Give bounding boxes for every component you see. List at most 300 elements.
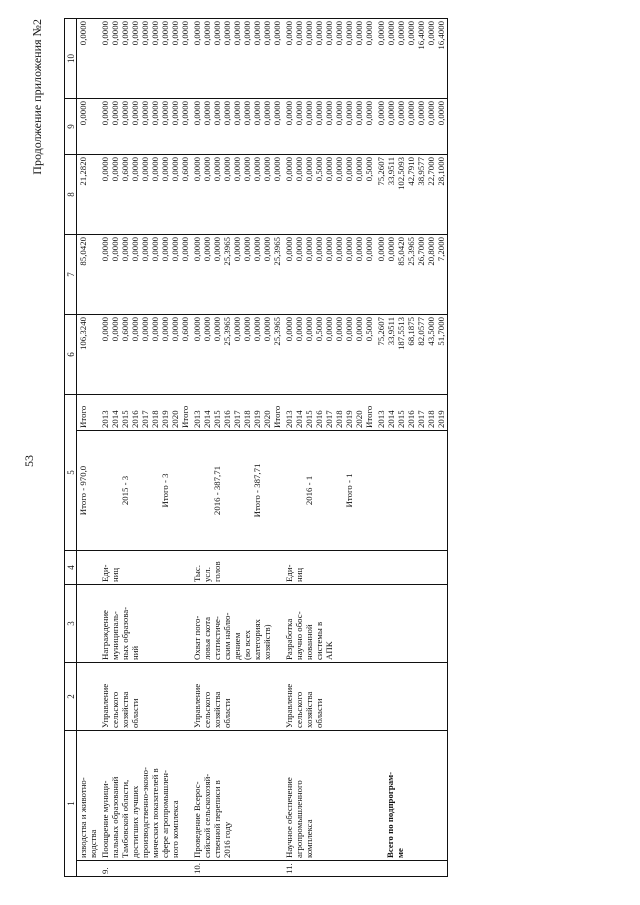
value: 0,0000 [202, 101, 212, 126]
rotated-page [20, 7, 620, 897]
value-cell [375, 99, 448, 155]
value: 0,0000 [294, 101, 304, 126]
target-value: 2016 - 1 [304, 475, 314, 506]
value: 0,0000 [150, 21, 160, 46]
indicator-cell [375, 585, 448, 663]
value: 0,0000 [334, 101, 344, 126]
description-line: Тамбовской области, [120, 779, 130, 858]
value-cell [99, 155, 191, 235]
value: 0,0000 [192, 317, 202, 342]
unit-line: Еди- [100, 564, 110, 582]
executor-cell [77, 663, 100, 731]
column-header: 10 [65, 19, 77, 99]
unit-line: Еди- [284, 564, 294, 582]
row-number-cell: 10. [191, 861, 283, 877]
value-cell [191, 19, 283, 99]
value: 0,0000 [222, 21, 232, 46]
value: 0,5000 [364, 157, 374, 182]
value: 0,6000 [120, 317, 130, 342]
value: 0,0000 [160, 237, 170, 262]
year-label: 2017 [416, 410, 426, 428]
value: 0,0000 [232, 21, 242, 46]
column-header: 9 [65, 99, 77, 155]
value: 0,0000 [160, 157, 170, 182]
value: 0,0000 [344, 21, 354, 46]
description-line: ного комплекса [170, 800, 180, 858]
value: 0,0000 [314, 101, 324, 126]
value: 0,0000 [100, 21, 110, 46]
table-row [375, 19, 448, 877]
value: 0,0000 [284, 237, 294, 262]
value: 0,0000 [284, 157, 294, 182]
value: 0,0000 [242, 317, 252, 342]
value: 0,0000 [110, 317, 120, 342]
target-total: Итого - 1 [344, 473, 354, 508]
description-line: Проведение Всерос- [192, 781, 202, 858]
description-line: мических показателей в [150, 768, 160, 858]
executor-line: хозяйства [212, 691, 222, 728]
year-cell [99, 395, 191, 431]
value: 0,0000 [160, 21, 170, 46]
indicator-line: хозяйств) [262, 624, 272, 660]
value: 33,9511 [386, 157, 396, 186]
executor-line: хозяйства [304, 691, 314, 728]
executor-line: сельского [202, 691, 212, 728]
value: 0,6000 [120, 157, 130, 182]
row-number-cell [77, 861, 100, 877]
page-number: 53 [22, 455, 36, 467]
value: 0,0000 [386, 237, 396, 262]
value: 0,0000 [272, 21, 282, 46]
year-label: 2013 [100, 410, 110, 428]
value: 0,0000 [334, 157, 344, 182]
value: 0,0000 [334, 21, 344, 46]
target-value: 2015 - 3 [120, 475, 130, 506]
value: 0,0000 [212, 101, 222, 126]
value: 0,0000 [252, 21, 262, 46]
value: 0,0000 [354, 317, 364, 342]
value: 0,6000 [180, 157, 190, 182]
value: 0,0000 [100, 317, 110, 342]
value-cell [191, 315, 283, 395]
year-label: 2014 [386, 410, 396, 428]
year-label: 2016 [406, 410, 416, 428]
value: 0,0000 [232, 157, 242, 182]
description-line: производственно-эконо- [140, 767, 150, 858]
year-label: 2019 [344, 410, 354, 428]
value: 0,0000 [294, 237, 304, 262]
value: 0,0000 [262, 157, 272, 182]
value: 20,8000 [426, 237, 436, 266]
description-cell [375, 731, 448, 861]
description-line: комплекса [304, 819, 314, 858]
header-row [65, 19, 77, 877]
year-cell [375, 395, 448, 431]
value: 16,4000 [416, 21, 426, 50]
indicator-cell [77, 585, 100, 663]
executor-line: области [130, 698, 140, 728]
executor-line: сельского [294, 691, 304, 728]
value: 0,0000 [232, 101, 242, 126]
value-cell [375, 315, 448, 395]
indicator-cell [283, 585, 375, 663]
value: 0,0000 [160, 317, 170, 342]
value: 0,0000 [100, 157, 110, 182]
year-label: 2018 [426, 410, 436, 428]
value: 0,0000 [262, 101, 272, 126]
value: 0,0000 [406, 21, 416, 46]
value: 25,3965 [406, 237, 416, 266]
description-line: достигших лучших [130, 785, 140, 858]
year-label: 2013 [376, 410, 386, 428]
value: 28,1000 [436, 157, 446, 186]
value: 38,9577 [416, 157, 426, 186]
value: 33,9511 [386, 317, 396, 346]
value: 42,7910 [406, 157, 416, 186]
value: 25,3965 [272, 237, 282, 266]
value: 0,0000 [242, 101, 252, 126]
value: 0,0000 [140, 317, 150, 342]
value: 0,0000 [324, 317, 334, 342]
value-cell [191, 155, 283, 235]
value: 0,0000 [202, 317, 212, 342]
year-label: 2019 [252, 410, 262, 428]
value: 75,2607 [376, 157, 386, 186]
target-cell [375, 431, 448, 551]
value: 7,2000 [436, 237, 446, 262]
value: 0,0000 [170, 317, 180, 342]
value: 0,0000 [294, 21, 304, 46]
row-number-cell: 11. [283, 861, 375, 877]
description-line: сийской сельскохозяй- [202, 773, 212, 858]
year-label: 2018 [150, 410, 160, 428]
value: 0,0000 [376, 101, 386, 126]
value: 0,0000 [324, 101, 334, 126]
value: 0,0000 [232, 237, 242, 262]
value: 0,0000 [426, 21, 436, 46]
value-cell [283, 155, 375, 235]
value: 0,0000 [294, 157, 304, 182]
value: 0,0000 [120, 101, 130, 126]
unit-cell [191, 551, 283, 585]
value: 0,0000 [416, 101, 426, 126]
value: 0,0000 [202, 21, 212, 46]
table-row [191, 19, 283, 877]
column-header: 7 [65, 235, 77, 315]
value-cell: 106,3240 [77, 315, 100, 395]
unit-cell [77, 551, 100, 585]
value: 0,0000 [140, 237, 150, 262]
year-label: 2018 [242, 410, 252, 428]
value: 0,0000 [110, 21, 120, 46]
indicator-cell [191, 585, 283, 663]
value-cell [375, 155, 448, 235]
year-label: 2016 [222, 410, 232, 428]
value: 0,0000 [192, 21, 202, 46]
year-label: 2020 [354, 410, 364, 428]
value: 0,0000 [262, 317, 272, 342]
value: 0,0000 [304, 317, 314, 342]
year-label: 2017 [232, 410, 242, 428]
column-header: 5 [65, 395, 77, 551]
executor-line: хозяйства [120, 691, 130, 728]
value: 0,0000 [426, 101, 436, 126]
value: 0,0000 [130, 157, 140, 182]
target-cell [283, 431, 375, 551]
year-label: Итого [180, 405, 190, 428]
value: 0,0000 [294, 317, 304, 342]
value: 0,0000 [180, 237, 190, 262]
unit-line: ниц [110, 567, 120, 582]
column-header: 6 [65, 315, 77, 395]
value-cell [99, 99, 191, 155]
value: 26,7000 [416, 237, 426, 266]
value: 0,0000 [252, 101, 262, 126]
target-cell [191, 431, 283, 551]
indicator-line: Награждение [100, 610, 110, 660]
year-label: 2015 [212, 410, 222, 428]
description-line: Поощрение муници- [100, 780, 110, 858]
target-cell [99, 431, 191, 551]
year-label: 2015 [396, 410, 406, 428]
value: 187,5513 [396, 317, 406, 350]
value: 0,0000 [170, 237, 180, 262]
value: 0,0000 [376, 237, 386, 262]
value: 0,0000 [140, 101, 150, 126]
indicator-line: научно обос- [294, 611, 304, 660]
value: 25,3965 [222, 237, 232, 266]
column-header: 3 [65, 585, 77, 663]
description-line: пальных образований [110, 776, 120, 858]
row-number-cell [375, 861, 448, 877]
table-row [77, 19, 100, 877]
target-total: Итого - 3 [160, 473, 170, 508]
value: 82,0577 [416, 317, 426, 346]
value-cell [375, 19, 448, 99]
value: 0,0000 [386, 21, 396, 46]
unit-cell [283, 551, 375, 585]
value: 0,0000 [170, 101, 180, 126]
value: 0,0000 [140, 21, 150, 46]
value: 0,0000 [252, 317, 262, 342]
value: 68,1875 [406, 317, 416, 346]
value: 0,0000 [202, 157, 212, 182]
value-cell: 85,0420 [77, 235, 100, 315]
value: 0,0000 [284, 317, 294, 342]
value: 0,0000 [242, 21, 252, 46]
description-line: изводства и животно- [78, 777, 88, 858]
year-label: 2014 [294, 410, 304, 428]
unit-cell [99, 551, 191, 585]
value: 0,0000 [314, 21, 324, 46]
value: 22,7000 [426, 157, 436, 186]
year-label: 2018 [334, 410, 344, 428]
value: 0,0000 [354, 237, 364, 262]
description-line: Научное обеспечение [284, 777, 294, 858]
value: 0,0000 [334, 317, 344, 342]
year-cell: Итого [77, 395, 100, 431]
value: 0,0000 [212, 237, 222, 262]
description-cell [77, 731, 100, 861]
value: 0,0000 [180, 101, 190, 126]
value: 0,0000 [140, 157, 150, 182]
executor-cell [375, 663, 448, 731]
table-row [99, 19, 191, 877]
year-label: 2017 [324, 410, 334, 428]
value: 0,0000 [284, 101, 294, 126]
value: 0,0000 [406, 101, 416, 126]
value: 0,0000 [180, 21, 190, 46]
value: 0,0000 [160, 101, 170, 126]
column-header: 2 [65, 663, 77, 731]
executor-line: области [314, 698, 324, 728]
value: 0,0000 [364, 101, 374, 126]
total-label-line: Всего по подпрограм- [385, 771, 395, 858]
value: 0,0000 [130, 101, 140, 126]
value: 0,0000 [262, 237, 272, 262]
value: 0,0000 [242, 237, 252, 262]
executor-line: области [222, 698, 232, 728]
indicator-line: Охват пого- [192, 615, 202, 660]
value: 0,0000 [354, 157, 364, 182]
total-label-line: ме [395, 848, 405, 858]
executor-line: Управление [100, 683, 110, 728]
executor-line: сельского [110, 691, 120, 728]
value: 0,0000 [396, 21, 406, 46]
year-cell [191, 395, 283, 431]
program-table [64, 18, 448, 877]
value: 0,0000 [150, 157, 160, 182]
value: 0,0000 [284, 21, 294, 46]
year-label: 2013 [192, 410, 202, 428]
year-label: 2015 [120, 410, 130, 428]
value: 0,0000 [130, 21, 140, 46]
value: 0,0000 [304, 101, 314, 126]
indicator-line: АПК [324, 641, 334, 660]
value: 0,0000 [252, 157, 262, 182]
column-header: 1 [65, 731, 77, 877]
value-cell: 0,0000 [77, 99, 100, 155]
target-value: 2016 - 387,71 [212, 465, 222, 516]
value: 0,0000 [304, 21, 314, 46]
value: 0,0000 [150, 317, 160, 342]
value: 0,0000 [232, 317, 242, 342]
value: 0,5000 [364, 317, 374, 342]
description-cell [99, 731, 191, 861]
indicator-line: системы в [314, 621, 324, 660]
value-cell [191, 235, 283, 315]
unit-cell [375, 551, 448, 585]
value: 0,0000 [364, 21, 374, 46]
value: 0,0000 [396, 101, 406, 126]
value: 0,0000 [120, 237, 130, 262]
executor-cell [283, 663, 375, 731]
value: 0,0000 [202, 237, 212, 262]
value: 0,0000 [170, 21, 180, 46]
description-cell [283, 731, 375, 861]
value: 0,0000 [376, 21, 386, 46]
description-line: водства [88, 829, 98, 858]
value: 25,3965 [222, 317, 232, 346]
indicator-line: (во всех [242, 630, 252, 660]
value-cell: 0,0000 [77, 19, 100, 99]
value-cell [283, 315, 375, 395]
indicator-line: ловья скота [202, 616, 212, 660]
executor-cell [191, 663, 283, 731]
value: 0,0000 [354, 21, 364, 46]
value-cell [283, 235, 375, 315]
row-number-cell: 9. [99, 861, 191, 877]
value: 0,0000 [324, 21, 334, 46]
year-label: 2019 [160, 410, 170, 428]
value: 0,0000 [130, 237, 140, 262]
year-label: 2013 [284, 410, 294, 428]
value: 0,0000 [386, 101, 396, 126]
year-label: 2017 [140, 410, 150, 428]
value: 0,0000 [130, 317, 140, 342]
table-body [77, 19, 448, 877]
value: 0,0000 [304, 157, 314, 182]
value: 0,0000 [272, 157, 282, 182]
value: 0,0000 [354, 101, 364, 126]
value: 0,0000 [212, 21, 222, 46]
value: 0,0000 [334, 237, 344, 262]
value: 0,0000 [192, 101, 202, 126]
value: 0,6000 [180, 317, 190, 342]
value: 0,0000 [344, 157, 354, 182]
description-line: агропромышленного [294, 780, 304, 858]
indicator-line: муниципаль- [110, 611, 120, 660]
description-line: сфере агропромышлен- [160, 770, 170, 858]
value: 0,0000 [212, 317, 222, 342]
year-label: 2019 [436, 410, 446, 428]
value: 0,0000 [344, 237, 354, 262]
value-cell [375, 235, 448, 315]
value: 0,0000 [314, 237, 324, 262]
value: 0,0000 [192, 157, 202, 182]
unit-line: голов [212, 561, 222, 582]
column-header: 4 [65, 551, 77, 585]
indicator-line: ний [130, 645, 140, 660]
value: 75,2607 [376, 317, 386, 346]
year-label: 2016 [314, 410, 324, 428]
value: 0,0000 [272, 101, 282, 126]
value-cell: 21,2820 [77, 155, 100, 235]
indicator-line: статистиче- [212, 616, 222, 660]
value: 85,0420 [396, 237, 406, 266]
value: 0,0000 [110, 237, 120, 262]
value: 0,0000 [344, 317, 354, 342]
table-row [283, 19, 375, 877]
value-cell [283, 19, 375, 99]
value: 0,0000 [120, 21, 130, 46]
description-cell [191, 731, 283, 861]
target-cell: Итого - 970,0 [77, 431, 100, 551]
value: 0,0000 [100, 237, 110, 262]
value: 0,0000 [242, 157, 252, 182]
value-cell [283, 99, 375, 155]
value: 102,5093 [396, 157, 406, 190]
year-label: 2014 [110, 410, 120, 428]
value: 0,0000 [364, 237, 374, 262]
value: 16,4000 [436, 21, 446, 50]
appendix-continuation: Продолжение приложения №2 [30, 19, 44, 175]
year-label: Итого [272, 405, 282, 428]
value: 0,0000 [100, 101, 110, 126]
value-cell [99, 235, 191, 315]
value: 0,5000 [314, 317, 324, 342]
indicator-line: нованной [304, 624, 314, 660]
